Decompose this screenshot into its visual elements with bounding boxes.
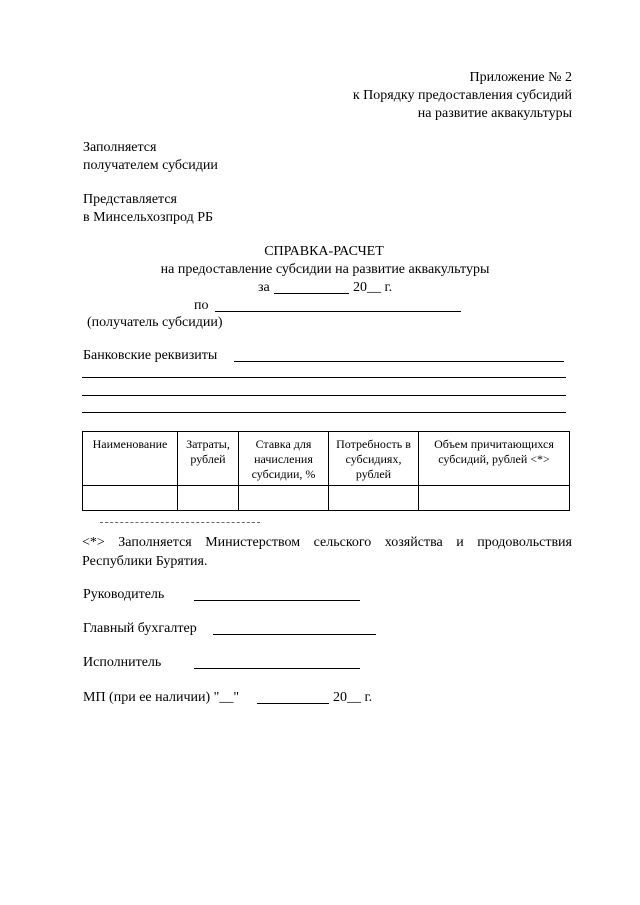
stamp-label: МП (при ее наличии) "__": [83, 690, 240, 705]
table-header-row: [83, 432, 570, 486]
header-costs: Затраты, рублей: [178, 432, 239, 486]
footnote-separator: [100, 522, 260, 523]
head-label: Руководитель: [83, 587, 165, 602]
appendix-subject: на развитие аквакультуры: [417, 106, 572, 121]
document-subtitle: на предоставление субсидии на развитие аквакультуры: [160, 262, 490, 277]
footnote: <*> Заполняется Министерством сельского хозяйства и продовольствия Республики Бурятия.: [82, 535, 572, 569]
chief-accountant-label: Главный бухгалтер: [83, 621, 197, 636]
chief-accountant-signature-line[interactable]: [213, 634, 376, 635]
header-rate: Ставка для начисления субсидии, %: [239, 432, 329, 486]
by-prefix: по: [194, 298, 209, 313]
cell-rate[interactable]: [239, 486, 329, 511]
cell-need[interactable]: [329, 486, 419, 511]
period-year: 20__ г.: [353, 280, 393, 295]
table-row: [83, 486, 570, 511]
bank-details-line-1[interactable]: [234, 361, 564, 362]
header-amount-due: Объем причитающихся субсидий, рублей <*>: [419, 432, 570, 486]
cell-name[interactable]: [83, 486, 178, 511]
recipient-label: (получатель субсидии): [87, 315, 223, 330]
executor-label: Исполнитель: [83, 655, 162, 670]
executor-signature-line[interactable]: [194, 668, 360, 669]
document-title: СПРАВКА-РАСЧЕТ: [264, 244, 384, 259]
filled-by-line2: получателем субсидии: [83, 158, 218, 173]
cell-amount-due[interactable]: [419, 486, 570, 511]
filled-by-line1: Заполняется: [83, 140, 157, 155]
bank-details-label: Банковские реквизиты: [83, 348, 218, 363]
appendix-reference: к Порядку предоставления субсидий: [352, 88, 572, 103]
stamp-month-blank[interactable]: [257, 703, 329, 704]
bank-details-line-2[interactable]: [82, 377, 566, 378]
submitted-to-line2: в Минсельхозпрод РБ: [83, 210, 214, 225]
bank-details-line-3[interactable]: [82, 395, 566, 396]
header-need: Потребность в субсидиях, рублей: [329, 432, 419, 486]
subsidy-table: [82, 431, 570, 511]
cell-costs[interactable]: [178, 486, 239, 511]
appendix-number: Приложение № 2: [469, 70, 572, 85]
header-name: Наименование: [83, 432, 178, 486]
stamp-year: 20__ г.: [333, 690, 373, 705]
head-signature-line[interactable]: [194, 600, 360, 601]
period-prefix: за: [258, 280, 270, 295]
bank-details-line-4[interactable]: [82, 412, 566, 413]
submitted-to-line1: Представляется: [83, 192, 177, 207]
recipient-blank[interactable]: [215, 311, 461, 312]
period-blank[interactable]: [274, 293, 349, 294]
